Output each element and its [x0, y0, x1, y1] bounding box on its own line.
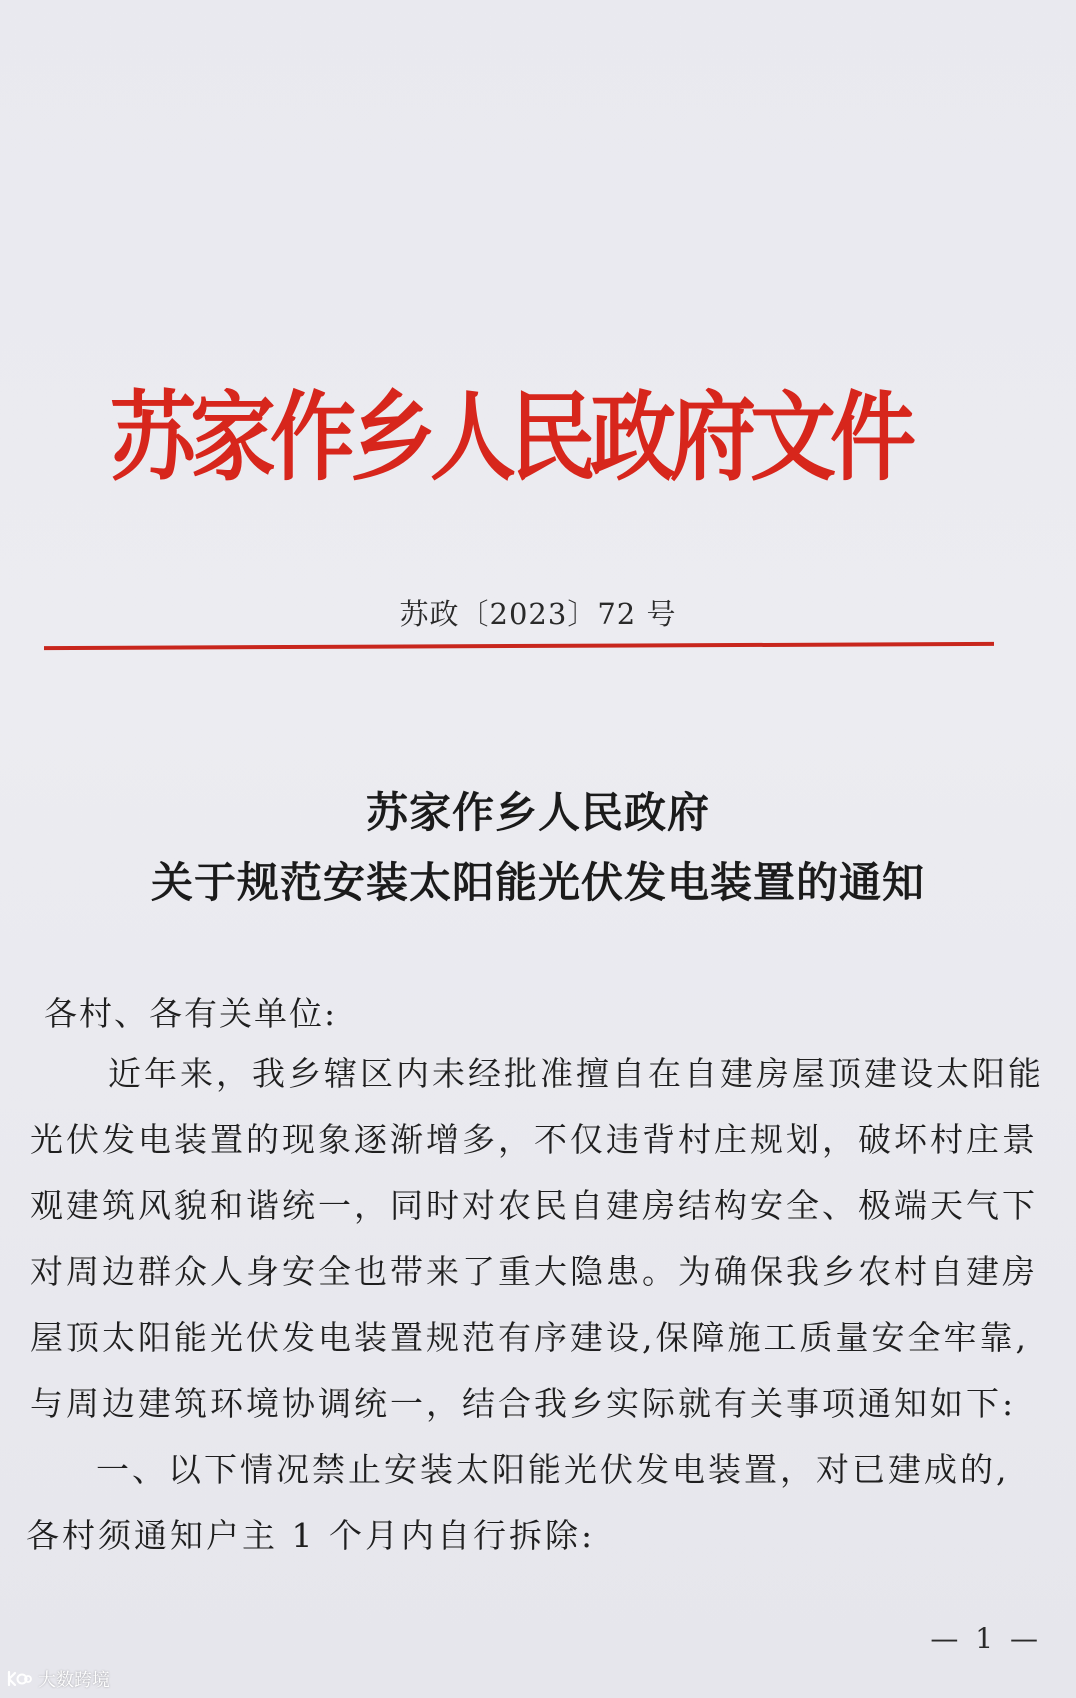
watermark-text: 大数跨境: [38, 1670, 110, 1691]
body-line: 一、以下情况禁止安装太阳能光伏发电装置，对已建成的,: [96, 1450, 1010, 1489]
body-line: 各村须通知户主 1 个月内自行拆除:: [26, 1516, 596, 1555]
document-title-line-1: 苏家作乡人民政府: [365, 788, 710, 837]
body-line: 观建筑风貌和谐统一，同时对农民自建房结构安全、极端天气下: [30, 1186, 1038, 1225]
body-line: 与周边建筑环境协调统一，结合我乡实际就有关事项通知如下:: [30, 1384, 1017, 1423]
body-line: 屋顶太阳能光伏发电装置规范有序建设,保障施工质量安全牢靠,: [30, 1318, 1029, 1357]
watermark: [6, 1666, 110, 1692]
body-line: 光伏发电装置的现象逐渐增多，不仅违背村庄规划，破坏村庄景: [30, 1120, 1038, 1159]
document-masthead: 苏家作乡人民政府文件: [110, 381, 910, 495]
document-title-line-2: 关于规范安装太阳能光伏发电装置的通知: [150, 858, 925, 907]
red-divider-line: [44, 642, 994, 650]
body-line: 近年来，我乡辖区内未经批准擅自在自建房屋顶建设太阳能: [108, 1054, 1044, 1093]
salutation: 各村、各有关单位:: [44, 994, 338, 1033]
body-line: 对周边群众人身安全也带来了重大隐患。为确保我乡农村自建房: [30, 1252, 1038, 1291]
brand-logo-icon: [6, 1669, 32, 1689]
page-number: — 1 —: [930, 1622, 1042, 1655]
document-number: 苏政〔2023〕72 号: [399, 597, 677, 631]
